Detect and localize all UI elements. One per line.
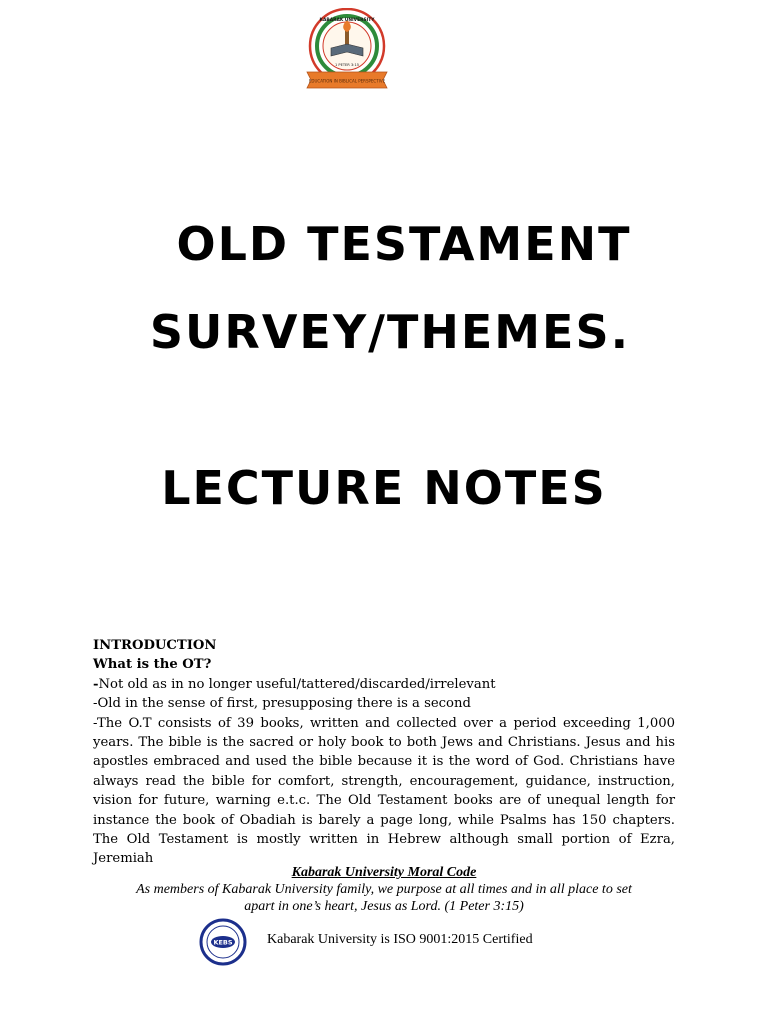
body-line-2: -Old in the sense of first, presupposing there is a second [93,696,471,712]
body-line-1 [93,675,675,694]
kebs-seal-icon [195,918,251,966]
section-heading: INTRODUCTION [93,638,217,653]
moral-code-line-1: As members of Kabarak University family, we purpose at all times and in all place to set [136,882,632,897]
document-body [93,636,675,869]
body-paragraph: -The O.T consists of 39 books, written and collected over a period exceeding 1,000 years. The bible is the sacred or holy book to both Jews and Christians. Jesus and his apostles embraced and used the bible because it is the word of God. Christians have always read the bible for comfort, strength, encouragement, guidance, instruction, vision for future, warning e.t.c. The Old Testament books are of unequal length for instance the book of Obadiah is barely a page long, while Psalms has 150 chapters. The Old Testament is mostly written in Hebrew although small portion of Ezra, Jeremiah [93,715,675,867]
body-line-1-text: Not old as in no longer useful/tattered/discarded/irrelevant [98,676,496,692]
moral-code-text [0,881,768,915]
moral-code-line-2: apart in one’s heart, Jesus as Lord. (1 Peter 3:15) [244,899,524,914]
logo-verse: 1 PETER 3:15 [334,63,360,67]
kebs-label: KEBS [213,938,233,947]
logo-motto: EDUCATION IN BIBLICAL PERSPECTIVE [308,78,386,84]
logo-name: KABARAK UNIVERSITY [319,18,375,23]
title-line-2: SURVEY/THEMES. [149,305,631,359]
moral-code-title: Kabarak University Moral Code [291,865,477,880]
iso-certification-text: Kabarak University is ISO 9001:2015 Certified [267,932,533,947]
section-subheading: What is the OT? [93,657,212,673]
body-line-1-dash: - [93,676,99,692]
title-line-1: OLD TESTAMENT [176,217,632,271]
kabarak-university-logo [303,8,391,92]
title-line-3: LECTURE NOTES [161,461,607,515]
